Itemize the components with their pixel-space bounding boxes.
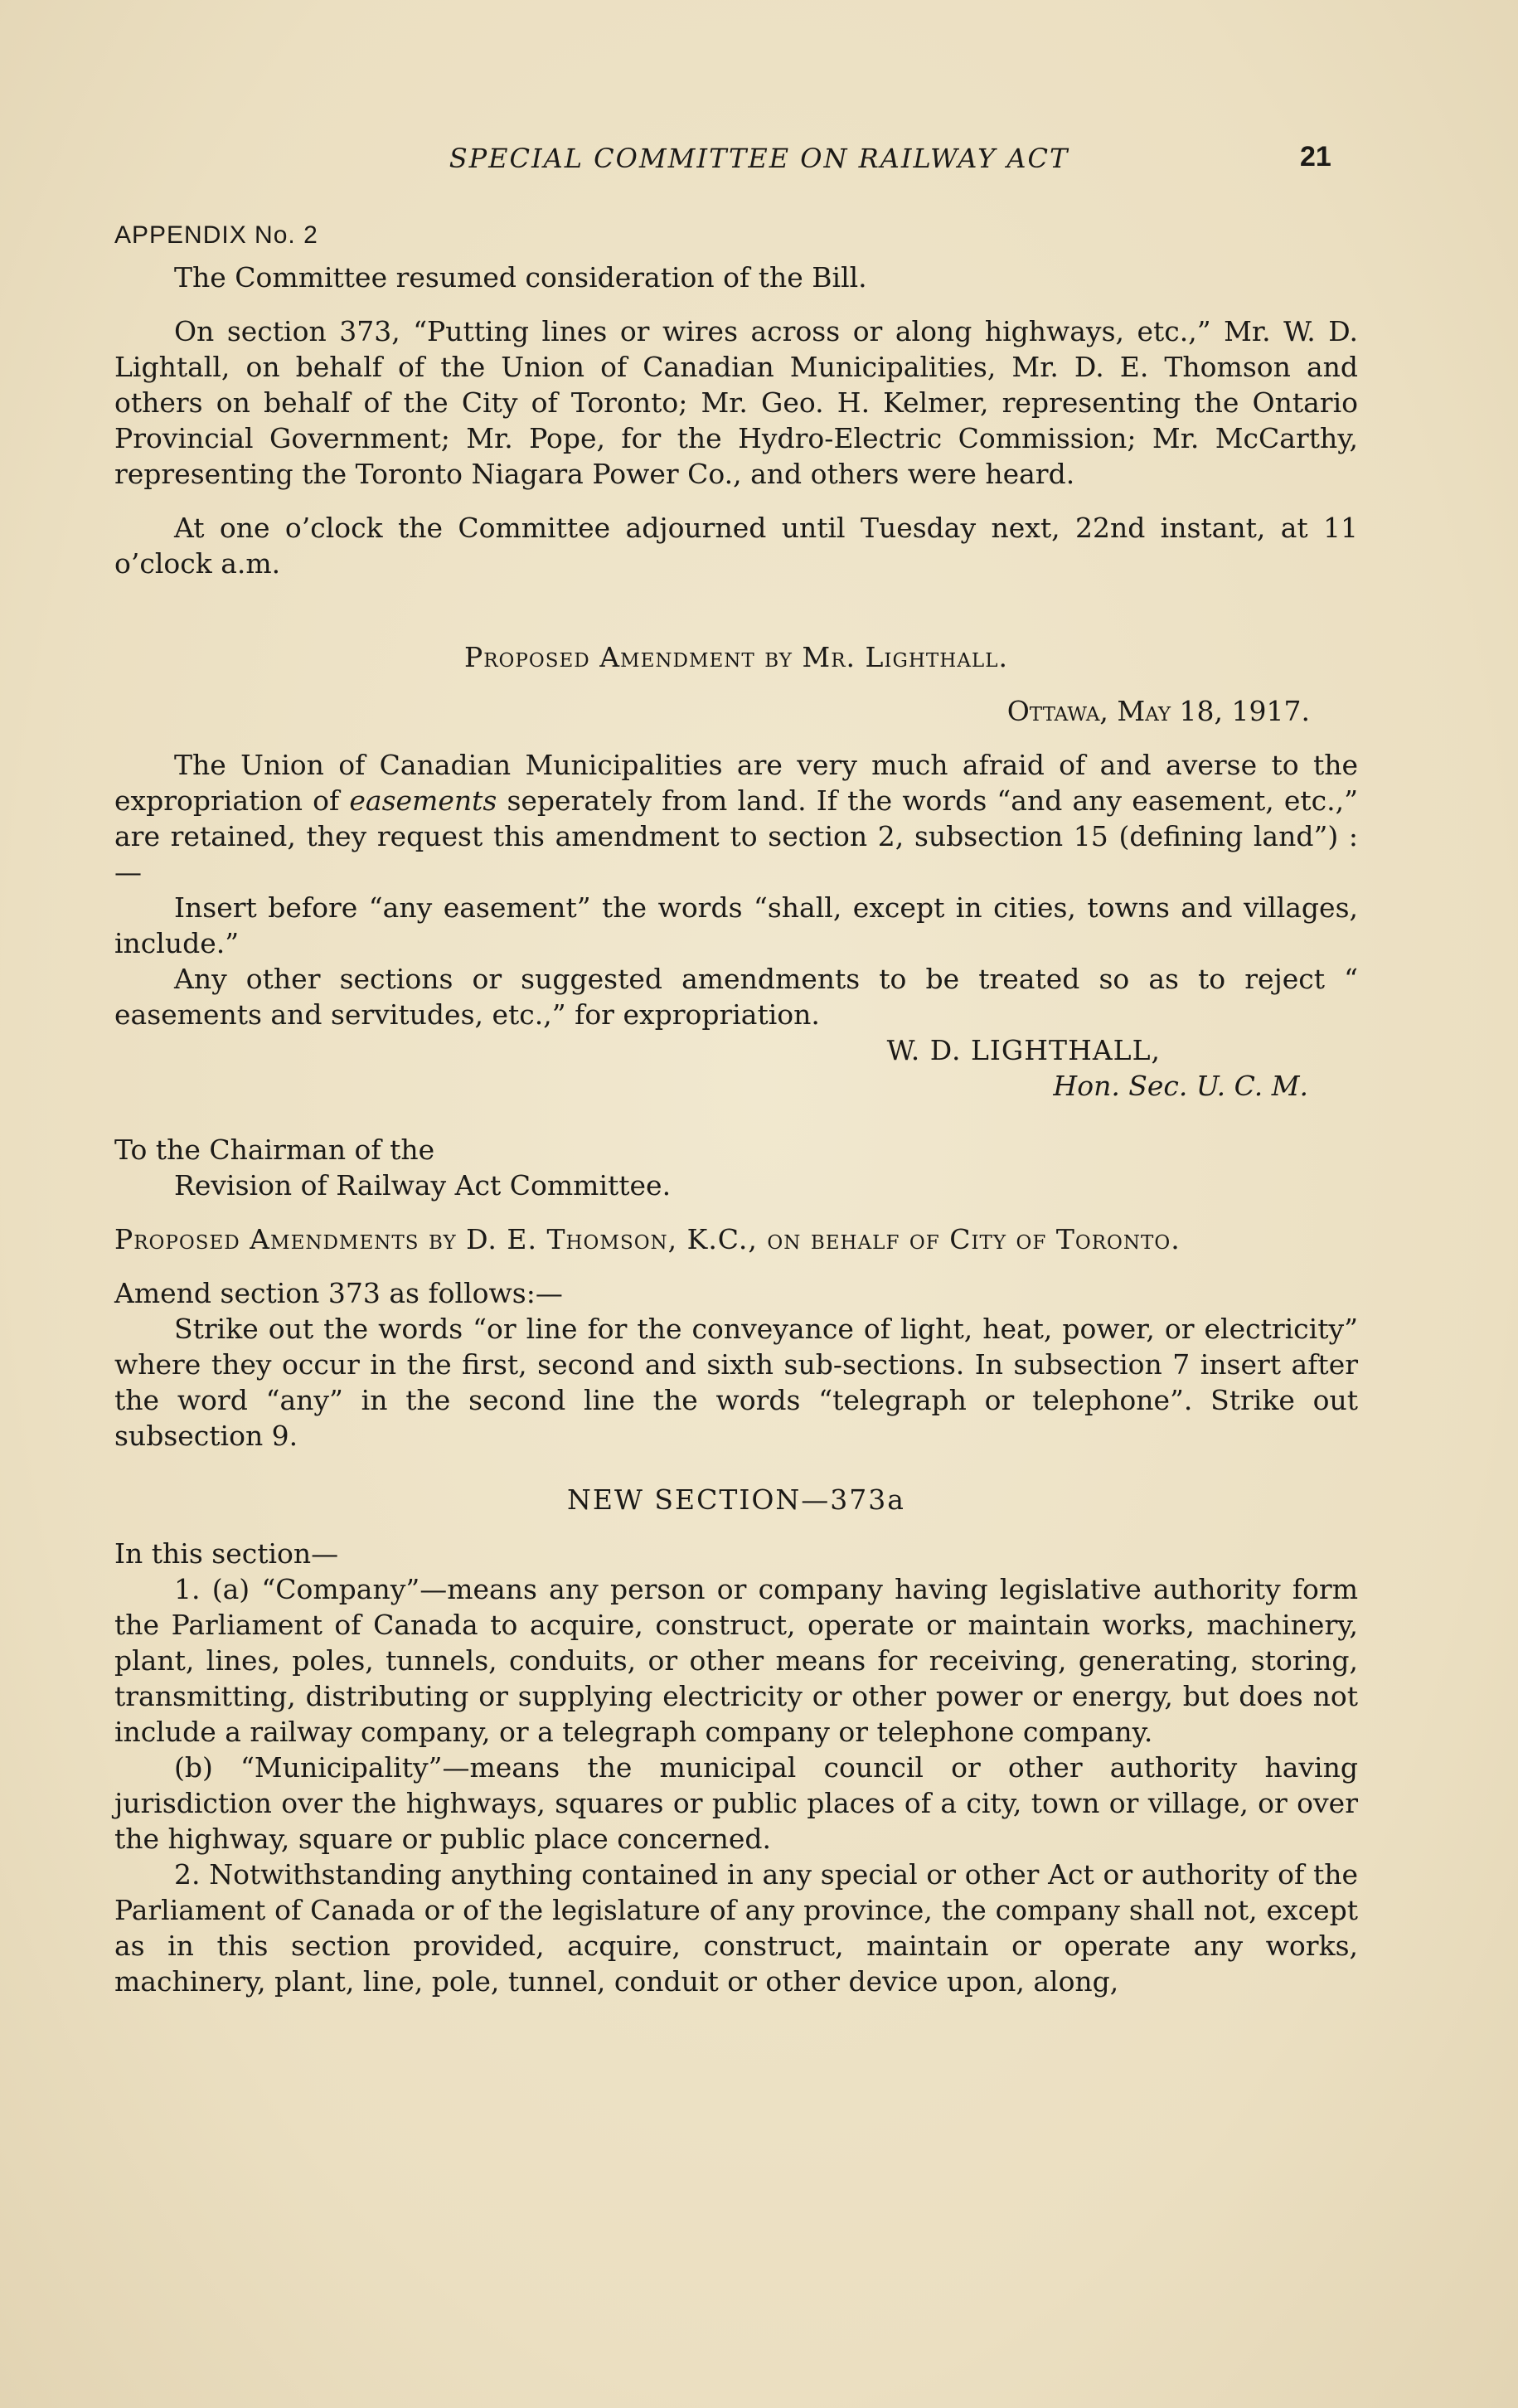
appendix-label: APPENDIX No. 2 (114, 221, 318, 249)
thomson-intro: Amend section 373 as follows:— (114, 1277, 563, 1309)
dateline: Ottawa, May 18, 1917. (1006, 695, 1310, 727)
signature: W. D. LIGHTHALL, (886, 1034, 1161, 1066)
definition-b: (b) “Municipality”—means the municipal council or other authority having jurisdiction over the highways, squares or public places of a city, town or village, or over the highway, square or public place concerned. (114, 1751, 1358, 1855)
page-body (114, 217, 1358, 1999)
lighthall-p1-emphasis: easements (349, 784, 497, 817)
lighthall-paragraph-3: Any other sections or suggested amendments to be treated so as to reject “ easements and servitudes, etc.,” for expropriation. (114, 963, 1358, 1031)
lighthall-amendment-heading: Proposed Amendment by Mr. Lighthall. (464, 641, 1008, 673)
lighthall-paragraph-2: Insert before “any easement” the words “shall, except in cities, towns and villages, include.” (114, 891, 1358, 959)
section-2-paragraph: 2. Notwithstanding anything contained in any special or other Act or authority of the Parliament of Canada or of the legislature of any province, the company shall not, except as in this section provided, acquire, construct, maintain or operate any works, machinery, plant, line, pole, tunnel, conduit or other device upon, along, (114, 1858, 1358, 1998)
new-section-heading: NEW SECTION—373a (567, 1483, 905, 1516)
minutes-paragraph-3: At one o’clock the Committee adjourned until Tuesday next, 22nd instant, at 11 o’clock a.m. (114, 512, 1358, 580)
lighthall-p1-part-b: seperately from land. If the words “and any easement, etc.,” are retained, they request this amendment to section 2, subsection 15 (defining land”) :— (114, 784, 1358, 888)
minutes-paragraph-2: On section 373, “Putting lines or wires across or along highways, etc.,” Mr. W. D. Lightall, on behalf of the Union of Canadian Municipalities, Mr. D. E. Thomson and others on behalf of the City of Toronto; Mr. Geo. H. Kelmer, representing the Ontario Provincial Government; Mr. Pope, for the Hydro-Electric Commission; Mr. McCarthy, representing the Toronto Niagara Power Co., and others were heard. (114, 315, 1358, 490)
lighthall-p1-part-a: The Union of Canadian Municipalities are very much afraid of and averse to the expropriation of (114, 749, 1358, 817)
address-line-1: To the Chairman of the (114, 1134, 435, 1166)
new-section-intro: In this section— (114, 1537, 339, 1570)
signature-title: Hon. Sec. U. C. M. (1053, 1070, 1308, 1102)
thomson-paragraph-1: Strike out the words “or line for the conveyance of light, heat, power, or electricity” where they occur in the first, second and sixth sub-sections. In subsection 7 insert after the word “any” in the second line the words “telegraph or telephone”. Strike out subsection 9. (114, 1313, 1358, 1452)
address-line-2: Revision of Railway Act Committee. (174, 1169, 672, 1202)
running-header: SPECIAL COMMITTEE ON RAILWAY ACT (449, 143, 1069, 174)
minutes-paragraph-1: The Committee resumed consideration of the Bill. (174, 261, 867, 294)
lighthall-paragraph-1 (114, 747, 1358, 890)
thomson-amendments-heading: Proposed Amendments by D. E. Thomson, K.C., on behalf of City of Toronto. (114, 1223, 1181, 1255)
page-number: 21 (1300, 141, 1331, 172)
definition-a: 1. (a) “Company”—means any person or company having legislative authority form the Parliament of Canada to acquire, construct, operate or maintain works, machinery, plant, lines, poles, tunnels, conduits, or other means for receiving, generating, storing, transmitting, distributing or supplying electricity or other power or energy, but does not include a railway company, or a telegraph company or telephone company. (114, 1573, 1358, 1748)
